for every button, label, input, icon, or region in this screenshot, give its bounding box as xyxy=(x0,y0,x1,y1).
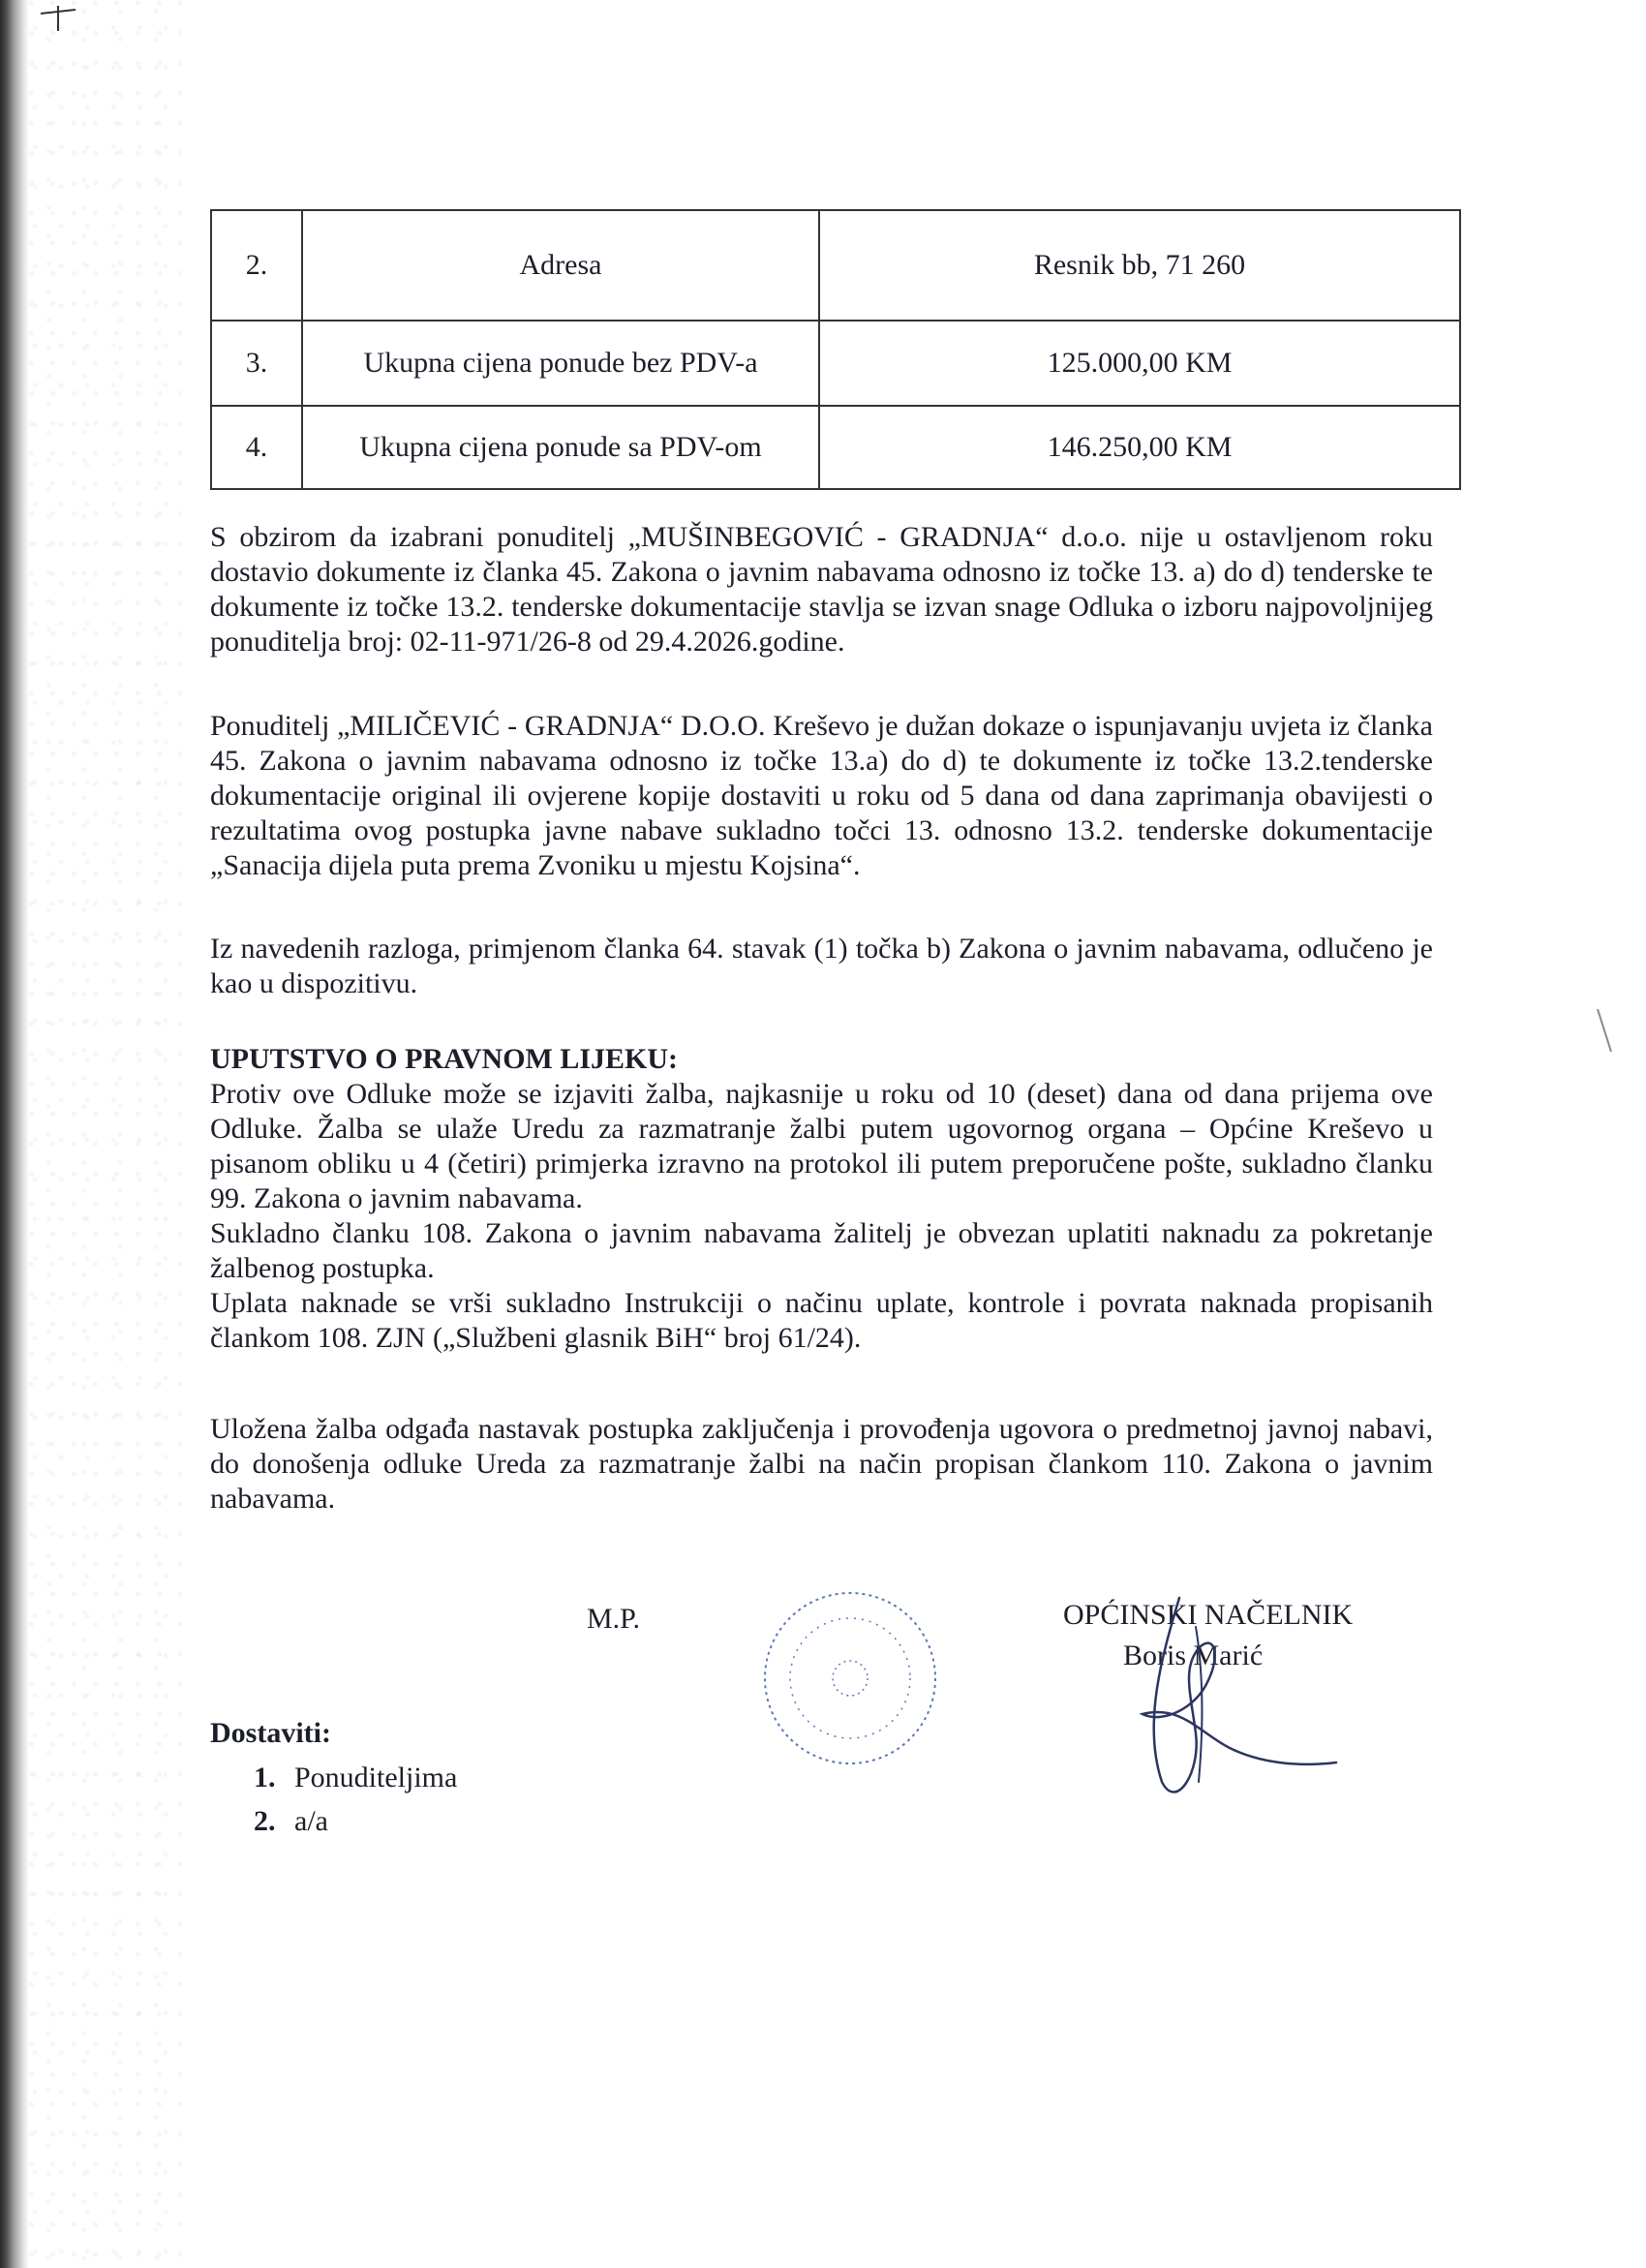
offer-table xyxy=(210,209,1461,490)
paragraph-reasons xyxy=(210,932,1433,1001)
official-title: OPĆINSKI NAČELNIK xyxy=(1063,1599,1354,1631)
paragraph-new-bidder xyxy=(210,709,1433,883)
row-number: 2. xyxy=(211,210,302,321)
corner-mark-icon xyxy=(39,4,77,33)
list-item xyxy=(254,1756,457,1799)
table-row xyxy=(211,210,1460,321)
paragraph-text: Protiv ove Odluke može se izjaviti žalba, najkasnije u roku od 10 (deset) dana od dana prijema ove Odluke. Žalba se ulaže Uredu za razmatranje žalbi putem ugovornog organa – Općine Kreševo u pisanom obliku u 4 (četiri) primjerka izravno na protokol ili putem preporučene pošte, sukladno članku 99. Zakona o javnim nabavama. xyxy=(210,1078,1433,1214)
margin-mark-icon xyxy=(1596,1007,1615,1056)
paragraph-text: Sukladno članku 108. Zakona o javnim nabavama žalitelj je obvezan uplatiti naknadu za pokretanje žalbenog postupka. xyxy=(210,1217,1433,1284)
legal-remedy-heading: UPUTSTVO O PRAVNOM LIJEKU: xyxy=(210,1043,679,1075)
list-item xyxy=(254,1799,457,1843)
row-label: Adresa xyxy=(302,210,819,321)
distribution-list xyxy=(254,1756,457,1843)
paragraph-text: Uložena žalba odgađa nastavak postupka zaključenja i provođenja ugovora o predmetnoj javnoj nabavi, do donošenja odluke Ureda za razmatranje žalbi na način propisan člankom 110. Zakona o javnim nabavama. xyxy=(210,1413,1433,1515)
handwritten-signature-icon xyxy=(1104,1588,1356,1811)
table-row xyxy=(211,406,1460,489)
list-item-text: Ponuditeljima xyxy=(294,1762,458,1793)
table-row xyxy=(211,321,1460,406)
row-label: Ukupna cijena ponude sa PDV-om xyxy=(302,406,819,489)
official-name: Boris Marić xyxy=(1123,1640,1264,1671)
scan-edge xyxy=(0,0,29,2268)
distribution-label: Dostaviti: xyxy=(210,1717,331,1749)
legal-remedy-section xyxy=(210,1042,1433,1356)
paragraph-text: Uplata naknade se vrši sukladno Instrukciji o načinu uplate, kontrole i povrata naknada propisanih člankom 108. ZJN („Službeni glasnik BiH“ broj 61/24). xyxy=(210,1287,1433,1354)
official-stamp-icon xyxy=(753,1581,947,1775)
row-number: 4. xyxy=(211,406,302,489)
scan-noise xyxy=(27,0,182,2268)
row-value: 125.000,00 KM xyxy=(819,321,1460,406)
paragraph-text: Iz navedenih razloga, primjenom članka 64. stavak (1) točka b) Zakona o javnim nabavama, odlučeno je kao u dispozitivu. xyxy=(210,933,1433,999)
row-number: 3. xyxy=(211,321,302,406)
row-value: Resnik bb, 71 260 xyxy=(819,210,1460,321)
list-item-number: 2. xyxy=(254,1805,276,1837)
list-item-text: a/a xyxy=(294,1805,328,1837)
paragraph-text: S obzirom da izabrani ponuditelj „MUŠINBEGOVIĆ - GRADNJA“ d.o.o. nije u ostavljenom roku dostavio dokumente iz članka 45. Zakona o javnim nabavama odnosno iz točke 13. a) do d) tenderske te dokumente iz točke 13.2. tenderske dokumentacije stavlja se izvan snage Odluka o izboru najpovoljnijeg ponuditelja broj: 02-11-971/26-8 od 29.4.2026.godine. xyxy=(210,521,1433,658)
paragraph-text: Ponuditelj „MILIČEVIĆ - GRADNJA“ D.O.O. Kreševo je dužan dokaze o ispunjavanju uvjeta iz članka 45. Zakona o javnim nabavama odnosno iz točke 13.a) do d) te dokumente iz točke 13.2.tenderske dokumentacije original ili ovjerene kopije dostaviti u roku od 5 dana od dana zaprimanja obavijesti o rezultatima ovog postupka javne nabave sukladno točci 13. odnosno 13.2. tenderske dokumentacije „Sanacija dijela puta prema Zvoniku u mjestu Kojsina“. xyxy=(210,710,1433,881)
row-value: 146.250,00 KM xyxy=(819,406,1460,489)
paragraph-appeal-effect xyxy=(210,1412,1433,1517)
seal-place-label: M.P. xyxy=(587,1603,641,1635)
list-item-number: 1. xyxy=(254,1762,276,1793)
paragraph-selection-annulment xyxy=(210,520,1433,659)
row-label: Ukupna cijena ponude bez PDV-a xyxy=(302,321,819,406)
